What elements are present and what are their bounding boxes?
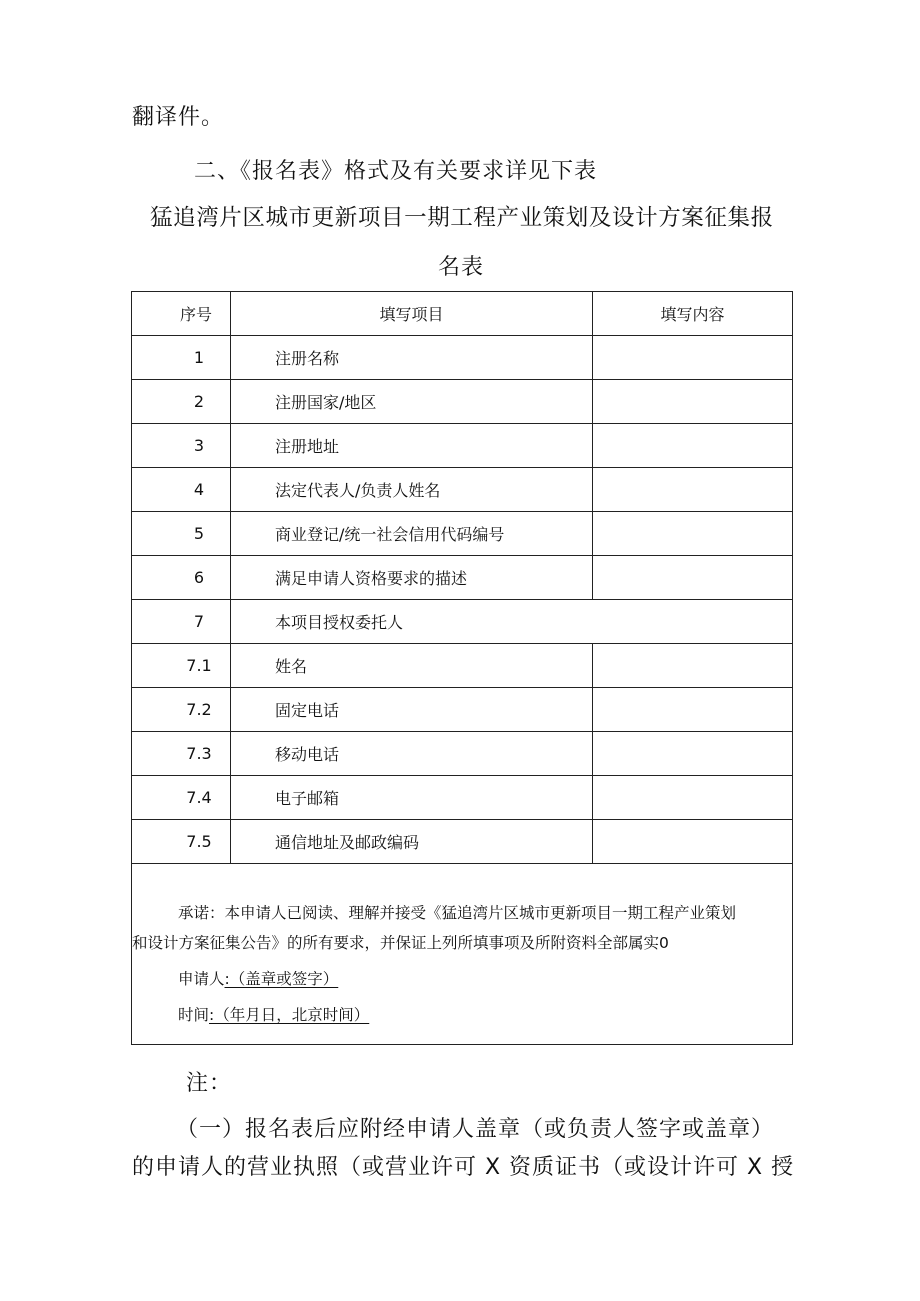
row-number: 7.5	[132, 820, 231, 864]
row-item: 注册国家/地区	[231, 380, 593, 424]
table-row	[132, 732, 793, 776]
row-content-cell[interactable]	[593, 776, 793, 820]
row-number: 5	[132, 512, 231, 556]
row-content-cell[interactable]	[593, 380, 793, 424]
table-row	[132, 776, 793, 820]
form-title-line2: 名表	[438, 255, 485, 280]
row-number: 1	[132, 336, 231, 380]
row-item: 满足申请人资格要求的描述	[231, 556, 593, 600]
commitment-line1: 承诺：本申请人已阅读、理解并接受《猛追湾片区城市更新项目一期工程产业策划	[178, 904, 737, 922]
row-content-cell[interactable]	[593, 732, 793, 776]
row-content-cell[interactable]	[593, 556, 793, 600]
row-number: 4	[132, 468, 231, 512]
table-row	[132, 468, 793, 512]
row-number: 7.3	[132, 732, 231, 776]
row-item: 注册地址	[231, 424, 593, 468]
row-content-cell[interactable]	[593, 336, 793, 380]
table-row	[132, 600, 793, 644]
row-content-cell[interactable]	[593, 512, 793, 556]
row-content-cell[interactable]	[593, 688, 793, 732]
row-item: 电子邮箱	[231, 776, 593, 820]
row-item: 固定电话	[231, 688, 593, 732]
table-row	[132, 556, 793, 600]
note-label: 注：	[186, 1071, 233, 1096]
table-row	[132, 820, 793, 864]
row-number: 2	[132, 380, 231, 424]
registration-form-table	[131, 291, 793, 1045]
row-item: 移动电话	[231, 732, 593, 776]
table-row	[132, 380, 793, 424]
row-number: 3	[132, 424, 231, 468]
form-title-line1: 猛追湾片区城市更新项目一期工程产业策划及设计方案征集报	[150, 205, 774, 231]
clause-line2: 的申请人的营业执照（或营业许可 X 资质证书（或设计许可 X 授	[132, 1155, 795, 1180]
row-number: 7	[132, 600, 231, 644]
row-content-cell[interactable]	[593, 820, 793, 864]
row-number: 6	[132, 556, 231, 600]
row-item: 姓名	[231, 644, 593, 688]
row-number: 7.4	[132, 776, 231, 820]
row-content-cell[interactable]	[593, 468, 793, 512]
clause-line1: （一）报名表后应附经申请人盖章（或负责人签字或盖章）	[176, 1117, 775, 1142]
row-number: 7.2	[132, 688, 231, 732]
applicant-label: 申请人	[178, 970, 225, 988]
intro-text: 翻译件。	[132, 105, 225, 130]
header-number: 序号	[132, 292, 231, 336]
row-content-cell[interactable]	[593, 424, 793, 468]
row-number: 7.1	[132, 644, 231, 688]
header-item: 填写项目	[231, 292, 593, 336]
time-field[interactable]: :（年月日，北京时间）	[209, 1006, 370, 1024]
row-item: 本项目授权委托人	[231, 600, 793, 644]
header-content: 填写内容	[593, 292, 793, 336]
row-item: 通信地址及邮政编码	[231, 820, 593, 864]
row-content-cell[interactable]	[593, 644, 793, 688]
table-row	[132, 424, 793, 468]
section-heading: 二、《报名表》格式及有关要求详见下表	[194, 159, 598, 184]
applicant-line	[132, 964, 793, 994]
table-row	[132, 644, 793, 688]
table-header-row	[132, 292, 793, 336]
row-item: 注册名称	[231, 336, 593, 380]
commitment-block	[132, 898, 793, 1030]
table-row	[132, 512, 793, 556]
commitment-line2: 和设计方案征集公告》的所有要求，并保证上列所填事项及所附资料全部属实0	[132, 934, 669, 952]
table-row	[132, 336, 793, 380]
applicant-signature-field[interactable]: :（盖章或签字）	[224, 970, 339, 988]
commitment-row	[132, 864, 793, 1045]
table-row	[132, 688, 793, 732]
commitment-cell	[132, 864, 793, 1045]
time-line	[132, 1000, 793, 1030]
row-item: 法定代表人/负责人姓名	[231, 468, 593, 512]
time-label: 时间	[178, 1006, 210, 1024]
row-item: 商业登记/统一社会信用代码编号	[231, 512, 593, 556]
